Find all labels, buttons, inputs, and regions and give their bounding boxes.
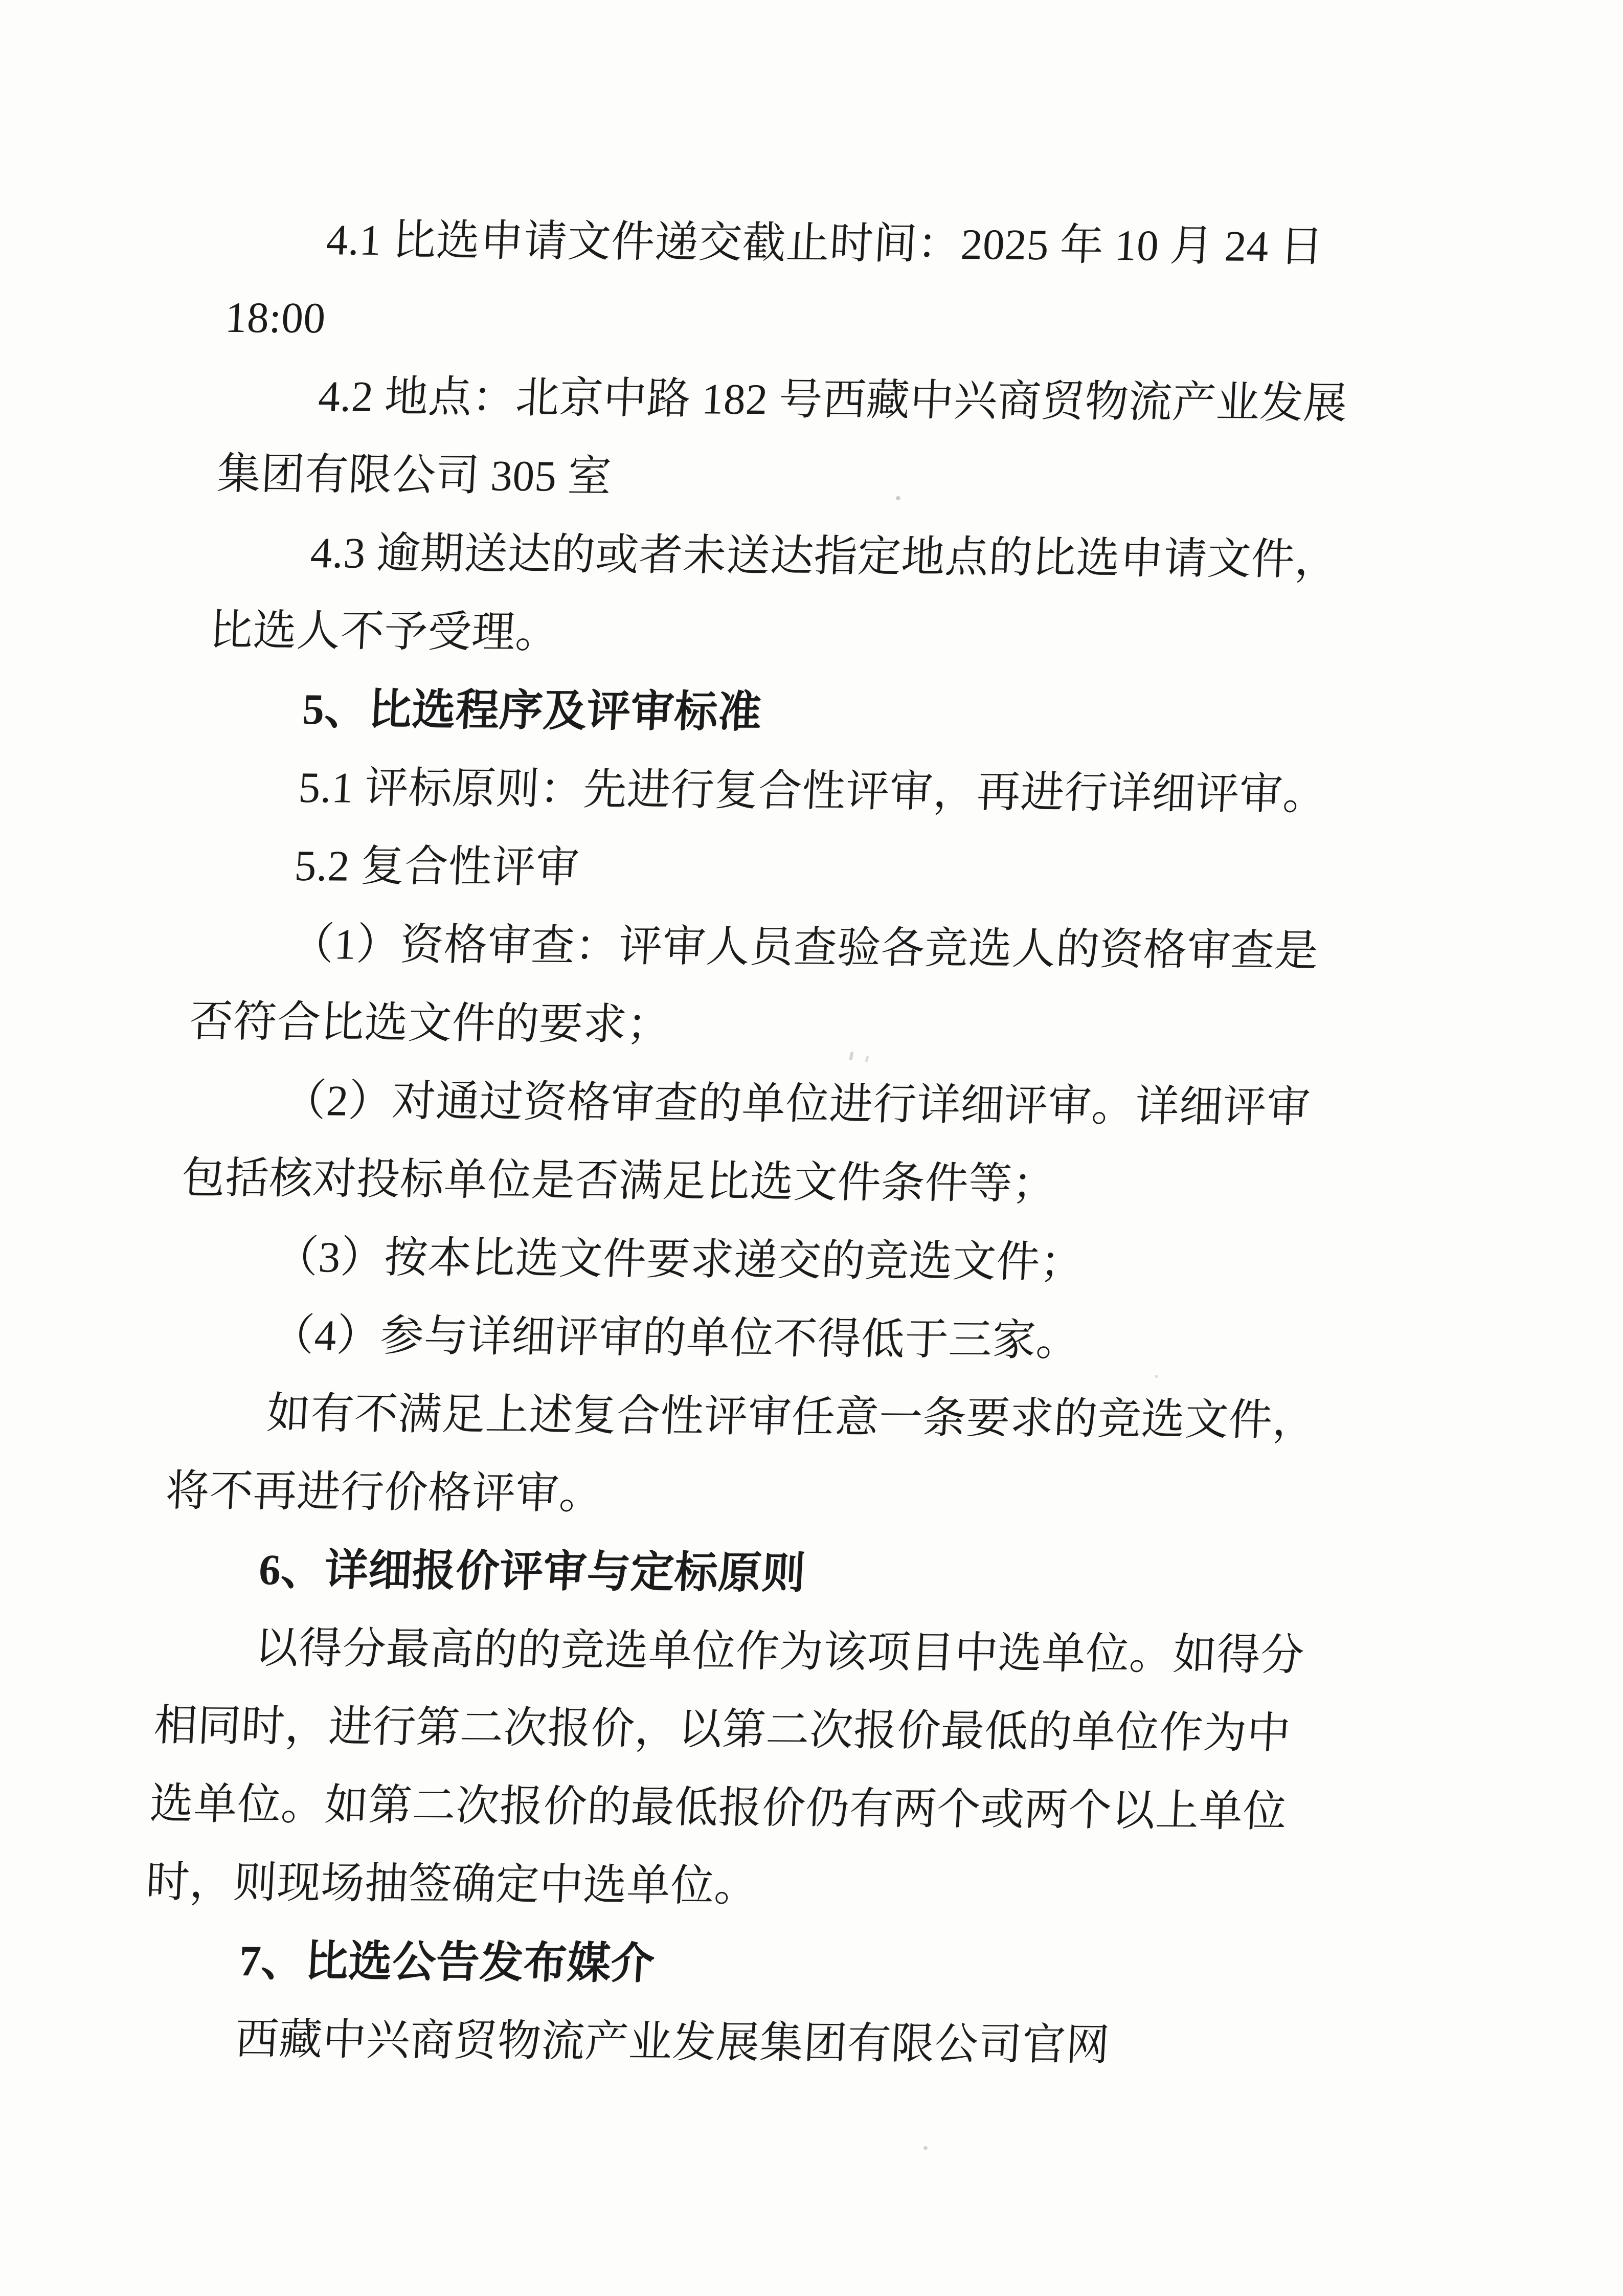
- text-line: 将不再进行价格评审。: [164, 1467, 604, 1519]
- text-line: 4.2 地点：北京中路 182 号西藏中兴商贸物流产业发展: [317, 372, 1348, 428]
- text-line: 以得分最高的的竞选单位作为该项目中选单位。如得分: [254, 1624, 1306, 1680]
- scan-speck: [923, 2146, 928, 2150]
- section-heading-line: 6、详细报价评审与定标原则: [258, 1546, 807, 1598]
- text-line: （2）对通过资格审查的单位进行详细评审。详细评审: [281, 1076, 1312, 1132]
- text-line: 包括核对投标单位是否满足比选文件条件等；: [180, 1154, 1057, 1209]
- text-line: 4.1 比选申请文件递交截止时间：2025 年 10 月 24 日: [325, 216, 1325, 271]
- text-line: 如有不满足上述复合性评审任意一条要求的竞选文件，: [265, 1389, 1318, 1445]
- text-line: 18:00: [224, 293, 327, 343]
- section-heading-line: 7、比选公告发布媒介: [238, 1937, 656, 1988]
- text-line: 否符合比选文件的要求；: [188, 997, 672, 1050]
- text-line: 西藏中兴商贸物流产业发展集团有限公司官网: [234, 2015, 1111, 2070]
- text-line: 选单位。如第二次报价的最低报价仍有两个或两个以上单位: [148, 1779, 1288, 1836]
- text-line: 集团有限公司 305 室: [216, 450, 613, 501]
- text-line: 4.3 逾期送达的或者未送达指定地点的比选申请文件，: [309, 529, 1340, 585]
- text-line: 5.2 复合性评审: [293, 841, 581, 892]
- section-heading-line: 5、比选程序及评审标准: [301, 685, 763, 737]
- text-line: （4）参与详细评审的单位不得低于三家。: [269, 1311, 1081, 1365]
- text-line: 相同时，进行第二次报价，以第二次报价最低的单位作为中: [152, 1702, 1292, 1758]
- scan-speck: [1155, 1375, 1158, 1378]
- scan-speck: [896, 496, 900, 500]
- text-line: 5.1 评标原则：先进行复合性评审，再进行详细评审。: [297, 763, 1328, 819]
- text-line: （1）资格审查：评审人员查验各竞选人的资格审查是: [289, 920, 1320, 975]
- text-line: 时，则现场抽签确定中选单位。: [145, 1858, 759, 1911]
- text-block: [136, 200, 1469, 2087]
- text-line: （3）按本比选文件要求递交的竞选文件；: [274, 1233, 1085, 1287]
- text-line: 比选人不予受理。: [208, 606, 560, 657]
